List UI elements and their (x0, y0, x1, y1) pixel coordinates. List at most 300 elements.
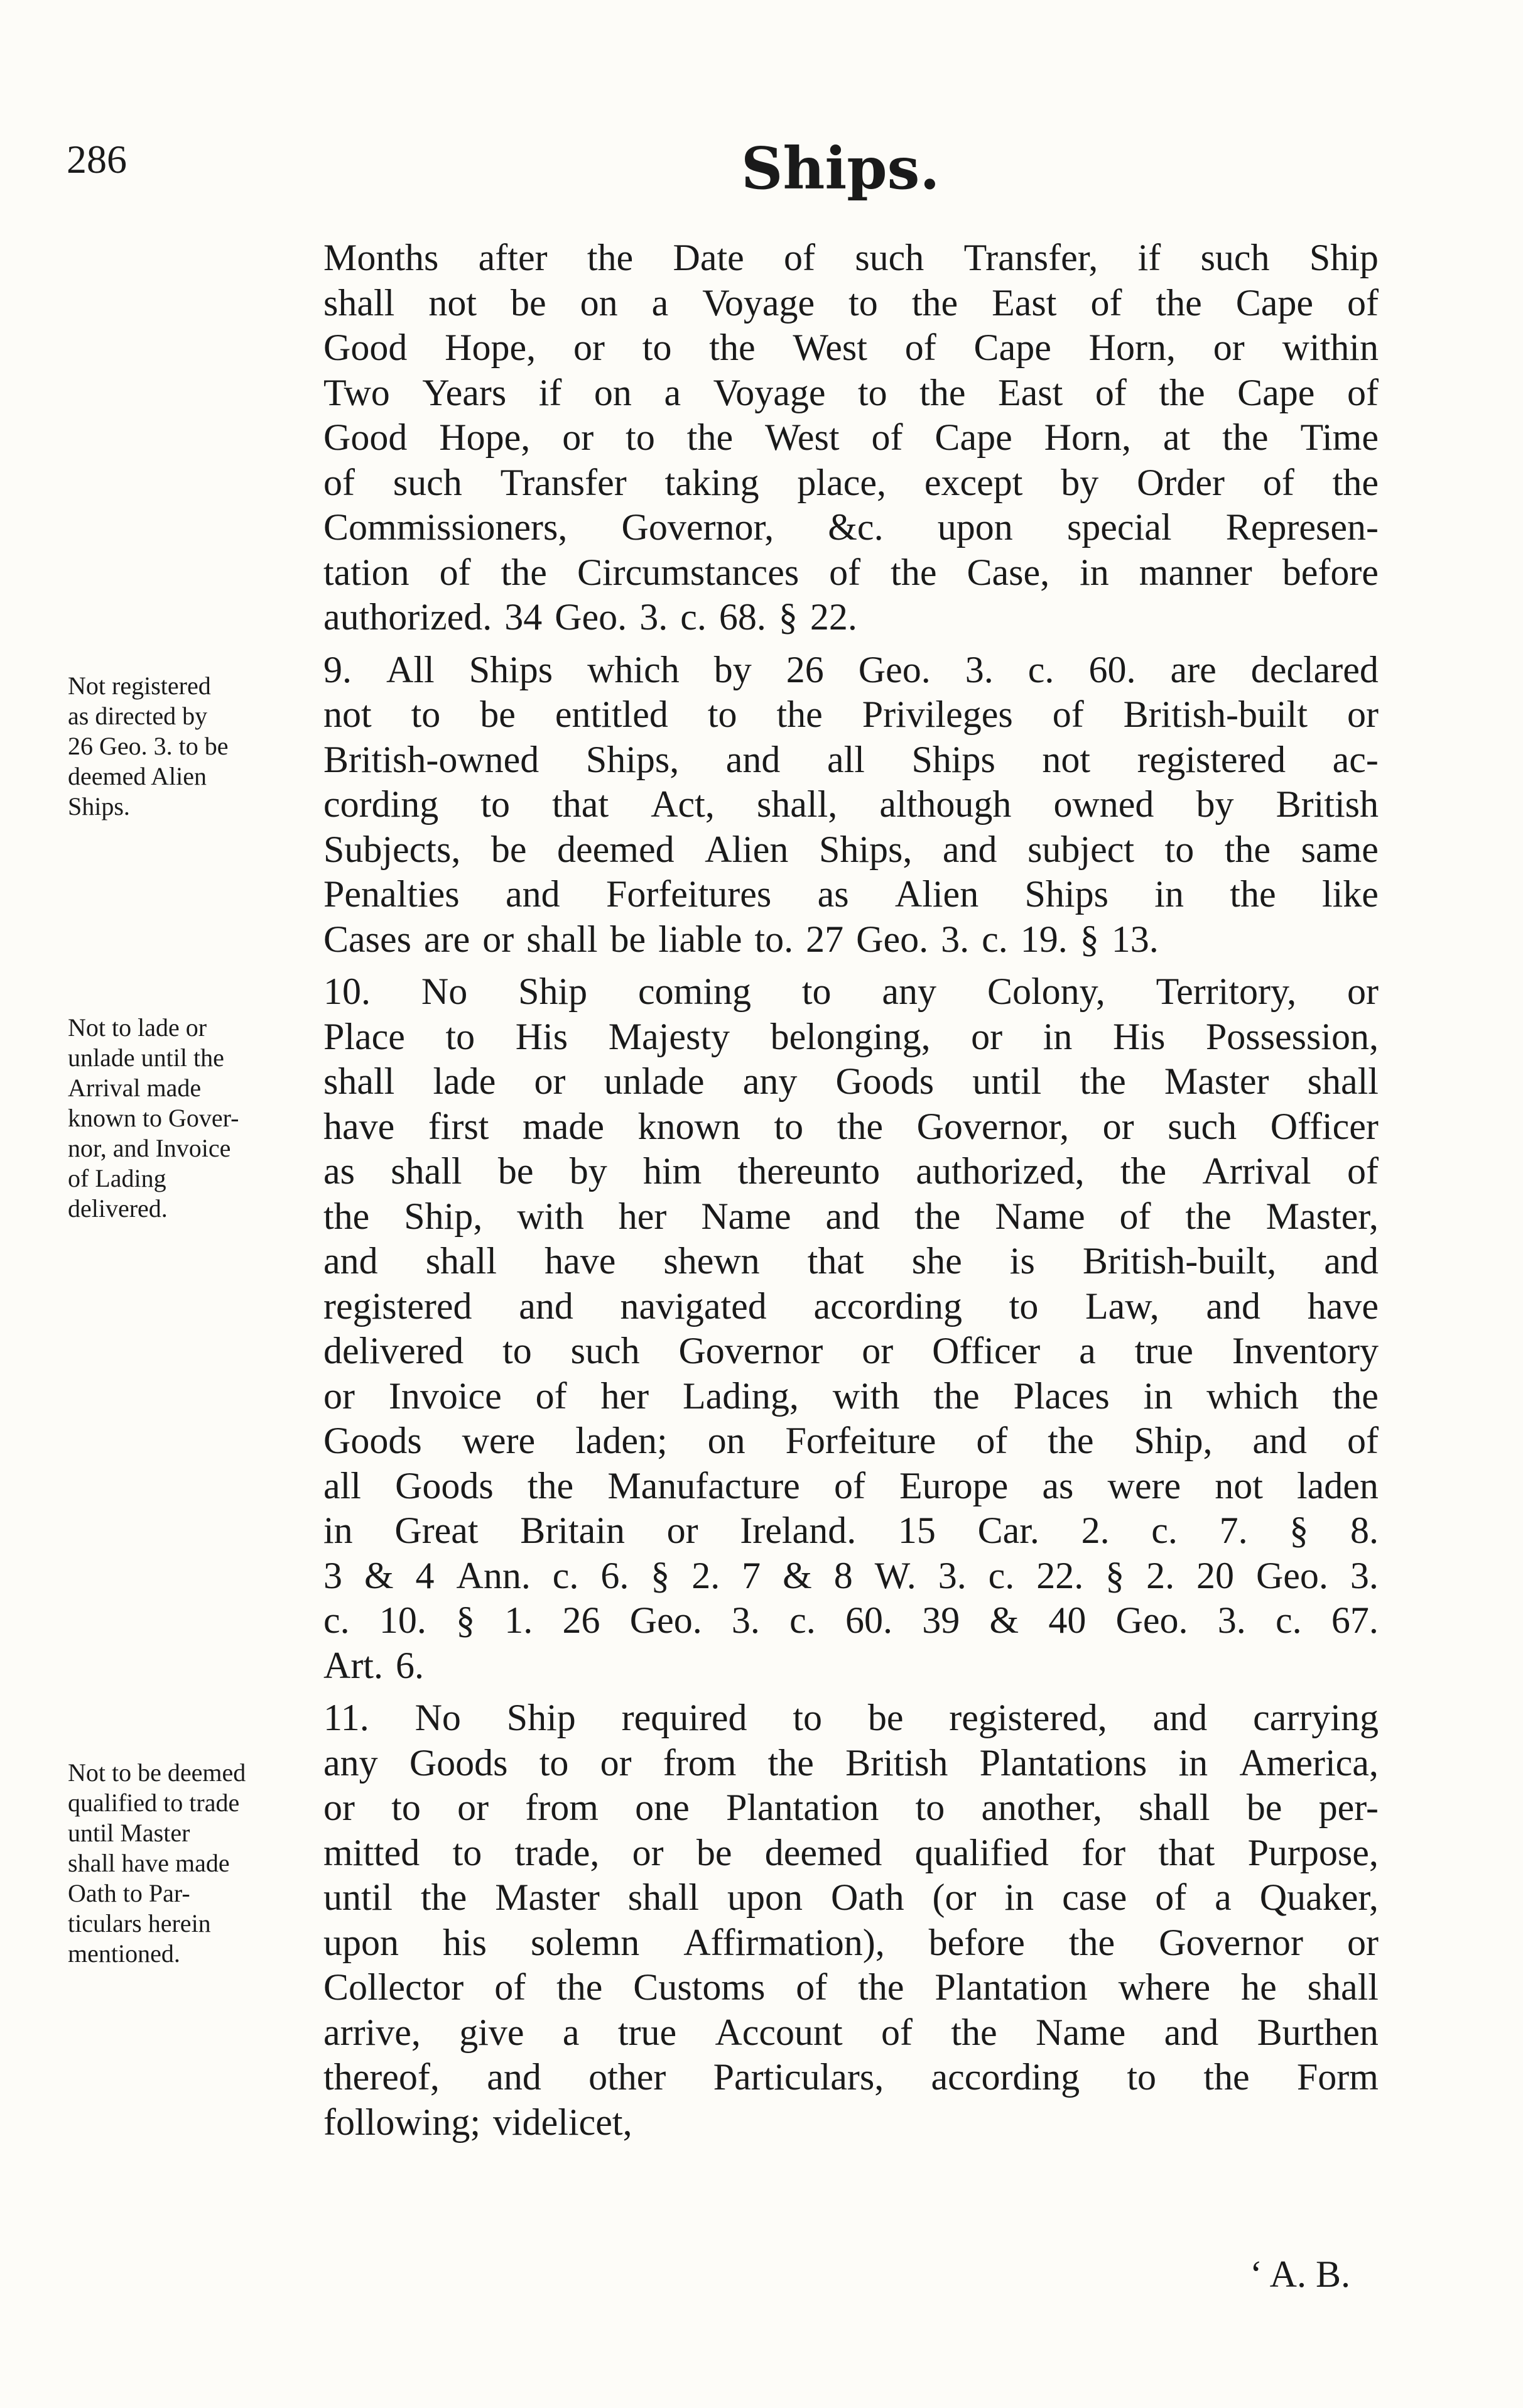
word: West (793, 327, 867, 368)
word: in (1080, 551, 1109, 593)
word: with (517, 1195, 584, 1237)
word: of (1347, 371, 1379, 413)
word: and (1252, 1420, 1308, 1461)
word: a (651, 281, 669, 324)
word: required (621, 1697, 747, 1738)
word: Majesty (608, 1015, 730, 1057)
word: and (519, 1285, 573, 1327)
text-line (323, 692, 1379, 738)
word: that (1158, 1831, 1215, 1873)
word: if (538, 371, 562, 413)
word: Cape (935, 417, 1012, 458)
word: 3 (323, 1554, 342, 1596)
word: or (600, 1741, 632, 1784)
word: laden (1296, 1464, 1379, 1506)
word: 3. (938, 1554, 967, 1596)
word: Ann. (456, 1554, 531, 1596)
margin-note-line: Ships. (68, 792, 130, 820)
word: to (539, 1741, 569, 1784)
word: of (976, 1420, 1008, 1461)
word: the (1224, 828, 1271, 870)
paragraph (323, 969, 1379, 1688)
word: he (1241, 1966, 1277, 2008)
word: and (825, 1195, 881, 1237)
word: all (827, 738, 865, 780)
word: & (364, 1554, 394, 1596)
word: Voyage (702, 281, 815, 324)
word: c. (323, 1599, 350, 1641)
word: Colony, (987, 971, 1105, 1012)
word: Good (323, 417, 408, 458)
word: Cape (973, 327, 1051, 368)
word: the (951, 2011, 997, 2053)
word: to (793, 1697, 822, 1738)
word: be (497, 1150, 534, 1192)
word: such (1200, 237, 1270, 278)
word: manner (1139, 551, 1252, 593)
word: or (323, 1787, 355, 1828)
word: entitled (555, 694, 668, 735)
word: 3. (941, 918, 970, 960)
word: the (1159, 371, 1205, 413)
word: thereof, (323, 2056, 440, 2098)
word: 7. (1219, 1510, 1248, 1551)
word: Invoice (388, 1375, 502, 1417)
word: 26 (562, 1599, 600, 1641)
word: the (1120, 1150, 1167, 1192)
word: true (617, 2011, 677, 2053)
margin-note-line: deemed Alien (68, 762, 207, 790)
word: according (813, 1285, 962, 1327)
word: be (491, 828, 527, 870)
word: Particulars, (713, 2056, 884, 2098)
word: Plantations (979, 1741, 1147, 1784)
word: to (1009, 1285, 1039, 1327)
word: the (686, 417, 734, 458)
word: the (891, 551, 937, 593)
word: him (642, 1150, 702, 1192)
text-line (323, 371, 1379, 416)
margin-note-line: Not to be deemed (68, 1758, 246, 1787)
word: upon (727, 1877, 803, 1918)
margin-note-line: Not registered (68, 672, 211, 700)
word: until (323, 1877, 393, 1918)
text-line (323, 1059, 1379, 1104)
word: Geo. (1115, 1599, 1188, 1641)
word: to (857, 371, 887, 413)
word: the (837, 1105, 883, 1147)
word: she (911, 1240, 962, 1282)
word: Burthen (1257, 2011, 1379, 2053)
word: owned (1053, 783, 1154, 825)
word: Ship, (404, 1195, 483, 1237)
word: delivered (323, 1330, 464, 1371)
text-line (323, 1643, 1379, 1689)
text-line (323, 236, 1379, 281)
margin-note-line: of Lading (68, 1164, 166, 1192)
word: the (1332, 461, 1379, 503)
word: trade, (514, 1831, 600, 1873)
word: in (323, 1510, 353, 1551)
text-line (323, 1554, 1379, 1599)
word: of (1262, 461, 1294, 503)
word: Ship (506, 1697, 576, 1738)
word: give (459, 2011, 524, 2053)
word: the (1156, 281, 1202, 324)
word: and (323, 1240, 378, 1282)
word: a (562, 2011, 580, 2053)
word: Commissioners, (323, 506, 568, 548)
margin-note-line: mentioned. (68, 1939, 180, 1968)
word: 10. (379, 1599, 426, 1641)
word: the (767, 1741, 814, 1784)
word: 8. (1350, 1510, 1379, 1551)
word: No (421, 971, 468, 1012)
word: 22. (810, 596, 857, 638)
word: be (511, 281, 546, 324)
word: or (1213, 327, 1245, 368)
word: Goods (323, 1420, 422, 1461)
text-line (323, 1508, 1379, 1554)
word: 40 (1048, 1599, 1087, 1641)
word: where (1118, 1966, 1211, 2008)
word: except (924, 461, 1023, 503)
body-text (323, 236, 1379, 2145)
word: Ships (469, 648, 553, 690)
word: any (742, 1060, 798, 1102)
text-line (323, 2010, 1379, 2056)
word: a (1079, 1330, 1096, 1371)
paragraph (323, 648, 1379, 962)
word: Forfeiture (785, 1420, 936, 1461)
word: Form (1296, 2056, 1379, 2098)
word: solemn (530, 1921, 640, 1963)
word: Goods (835, 1060, 935, 1102)
word: the (1185, 1195, 1232, 1237)
word: her (600, 1375, 649, 1417)
word: upon (323, 1921, 399, 1963)
text-line (323, 1104, 1379, 1150)
word: c. (988, 1554, 1015, 1596)
word: qualified (914, 1831, 1049, 1873)
word: Officer (1270, 1105, 1379, 1147)
word: like (1321, 873, 1379, 915)
word: in (1004, 1877, 1034, 1918)
word: of (796, 1966, 828, 2008)
word: by (1196, 783, 1234, 825)
word: to (445, 1015, 475, 1057)
word: 2. (1081, 1510, 1110, 1551)
text-line (323, 2055, 1379, 2100)
paragraph (323, 236, 1379, 640)
word: with (832, 1375, 900, 1417)
text-line (323, 550, 1379, 596)
word: British (845, 1741, 948, 1784)
word: of (871, 417, 903, 458)
word: that (552, 783, 609, 825)
word: 19. (1020, 918, 1068, 960)
word: liable (658, 918, 742, 960)
text-line (323, 917, 1379, 962)
word: 22. (1036, 1554, 1084, 1596)
word: by (713, 648, 752, 690)
word: 3. (965, 648, 994, 690)
word: or (1347, 971, 1379, 1012)
margin-note-line: ticulars herein (68, 1909, 211, 1937)
word: not (323, 694, 372, 735)
word: c. (680, 596, 707, 638)
word: the (556, 1966, 603, 2008)
word: Master (495, 1877, 600, 1918)
word: deemed (764, 1831, 882, 1873)
word: Case, (967, 551, 1050, 593)
word: of (494, 1966, 526, 2008)
word: § (1080, 918, 1099, 960)
word: not (1215, 1464, 1263, 1506)
word: Name (995, 1195, 1085, 1237)
text-line (323, 281, 1379, 326)
running-head: Ships. (741, 134, 940, 202)
text-line (323, 1374, 1379, 1419)
word: and (1152, 1697, 1208, 1738)
word: navigated (620, 1285, 767, 1327)
word: Plantation (935, 1966, 1088, 2008)
word: and (505, 873, 560, 915)
word: Subjects, (323, 828, 461, 870)
word: the (1080, 1060, 1126, 1102)
word: Name (701, 1195, 791, 1237)
word: Master (1164, 1060, 1269, 1102)
word: from (663, 1741, 737, 1784)
word: until (972, 1060, 1042, 1102)
word: § (1105, 1554, 1125, 1596)
word: 6. (395, 1644, 424, 1686)
word: His (515, 1015, 568, 1057)
word: Ship, (1134, 1420, 1213, 1461)
word: arrive, (323, 2011, 421, 2053)
word: of (833, 1464, 865, 1506)
text-line (323, 1329, 1379, 1374)
word: and (1164, 2011, 1219, 2053)
text-line (323, 2100, 1379, 2145)
word: Represen- (1225, 506, 1379, 548)
word: Collector (323, 1966, 464, 2008)
text-line (323, 1875, 1379, 1920)
word: another, (981, 1787, 1102, 1828)
word: Circumstances (577, 551, 799, 593)
word: the (1068, 1921, 1115, 1963)
word: Geo. (555, 596, 627, 638)
word: the (858, 1966, 904, 2008)
word: to (1164, 828, 1195, 870)
word: shall (425, 1240, 497, 1282)
word: to (1127, 2056, 1157, 2098)
word: one (635, 1787, 690, 1828)
word: the (776, 694, 823, 735)
word: British-owned (323, 738, 539, 780)
word: such (393, 461, 462, 503)
word: which (587, 648, 680, 690)
word: Alien (705, 828, 789, 870)
word: Art. (323, 1644, 383, 1686)
word: W. (874, 1554, 916, 1596)
word: 6. (600, 1554, 629, 1596)
word: to (411, 694, 441, 735)
word: the (501, 551, 547, 593)
word: His (1112, 1015, 1166, 1057)
word: Cases (323, 918, 411, 960)
word: Territory, (1156, 971, 1297, 1012)
word: first (428, 1105, 489, 1147)
word: on (593, 371, 632, 413)
word: to (391, 1787, 421, 1828)
word: Ship (1309, 237, 1379, 278)
word: on (580, 281, 618, 324)
word: § (651, 1554, 670, 1596)
word: his (442, 1921, 487, 1963)
word: § (1289, 1510, 1309, 1551)
word: laden; (575, 1420, 668, 1461)
word: No (415, 1697, 461, 1738)
word: in (1043, 1015, 1073, 1057)
text-line (323, 595, 1379, 640)
text-line (323, 325, 1379, 371)
margin-note-line: delivered. (68, 1194, 168, 1223)
word: to (707, 694, 737, 735)
word: in (1178, 1741, 1208, 1784)
word: Britain (520, 1510, 625, 1551)
word: shall (1139, 1787, 1210, 1828)
word: registered (1137, 738, 1286, 780)
word: subject (1027, 828, 1135, 870)
word: & (989, 1599, 1019, 1641)
word: ac- (1332, 738, 1379, 780)
word: of (829, 551, 861, 593)
word: and (942, 828, 997, 870)
text-line (323, 969, 1379, 1015)
text-line (323, 1284, 1379, 1329)
word: of (1119, 1195, 1151, 1237)
word: 9. (323, 648, 352, 690)
word: Law, (1085, 1285, 1159, 1327)
word: of (784, 237, 816, 278)
word: are (1170, 648, 1217, 690)
word: Geo. (856, 918, 929, 960)
word: Hope, (439, 417, 531, 458)
word: Geo. (629, 1599, 702, 1641)
word: Order (1137, 461, 1225, 503)
word: 20 (1196, 1554, 1235, 1596)
word: be (610, 918, 646, 960)
word: or (482, 918, 514, 960)
text-line (323, 1464, 1379, 1509)
word: of (1347, 1420, 1379, 1461)
word: and (1324, 1240, 1379, 1282)
word: Governor (1159, 1921, 1304, 1963)
text-line (323, 1598, 1379, 1643)
word: 3. (731, 1599, 760, 1641)
text-line (323, 1015, 1379, 1060)
text-line (323, 827, 1379, 873)
word: as (817, 873, 849, 915)
word: Arrival (1202, 1150, 1311, 1192)
word: (or (932, 1877, 977, 1918)
word: following; (323, 2101, 480, 2143)
word: the (1230, 873, 1276, 915)
word: carrying (1253, 1697, 1379, 1738)
word: is (1009, 1240, 1035, 1282)
word: the (709, 327, 756, 368)
word: the (933, 1375, 980, 1417)
word: § (778, 596, 798, 638)
word: in (1143, 1375, 1173, 1417)
word: the (1332, 1375, 1379, 1417)
word: a (664, 371, 681, 413)
word: Two (323, 371, 390, 413)
word: to (642, 327, 672, 368)
word: were (1107, 1464, 1181, 1506)
word: registered (323, 1285, 472, 1327)
word: such (570, 1330, 640, 1371)
word: the (1222, 417, 1269, 458)
text-line (323, 648, 1379, 693)
word: Horn, (1044, 417, 1131, 458)
word: Affirmation), (683, 1921, 885, 1963)
word: 68. (718, 596, 766, 638)
word: of (323, 461, 355, 503)
paragraph-gap (323, 640, 1379, 648)
text-line (323, 1239, 1379, 1284)
word: or (1347, 1921, 1379, 1963)
word: in (1154, 873, 1184, 915)
word: Ships, (818, 828, 913, 870)
word: Inventory (1232, 1330, 1379, 1371)
word: Purpose, (1247, 1831, 1379, 1873)
word: her (618, 1195, 667, 1237)
word: declared (1250, 648, 1379, 690)
word: not (428, 281, 477, 324)
word: or (323, 1375, 355, 1417)
text-line (323, 1741, 1379, 1786)
word: 27 (806, 918, 844, 960)
word: deemed (557, 828, 675, 870)
margin-note-line: unlade until the (68, 1043, 224, 1072)
text-line (323, 505, 1379, 550)
word: shall (1307, 1060, 1379, 1102)
word: the (527, 1464, 574, 1506)
word: British-built (1123, 694, 1308, 735)
word: of (904, 327, 936, 368)
word: Ships, (585, 738, 680, 780)
word: before (1282, 551, 1379, 593)
word: &c. (828, 506, 884, 548)
word: 3. (1350, 1554, 1379, 1596)
text-line (323, 782, 1379, 827)
word: mitted (323, 1831, 420, 1873)
word: for (1081, 1831, 1126, 1873)
word: Quaker, (1259, 1877, 1379, 1918)
word: 10. (323, 971, 371, 1012)
word: Account (715, 2011, 843, 2053)
word: or (534, 1060, 566, 1102)
word: the (911, 281, 958, 324)
word: authorized. (323, 596, 492, 638)
word: Geo. (858, 648, 931, 690)
text-line (323, 1696, 1379, 1741)
word: America, (1239, 1741, 1379, 1784)
text-line (323, 738, 1379, 783)
paragraph-gap (323, 962, 1379, 969)
